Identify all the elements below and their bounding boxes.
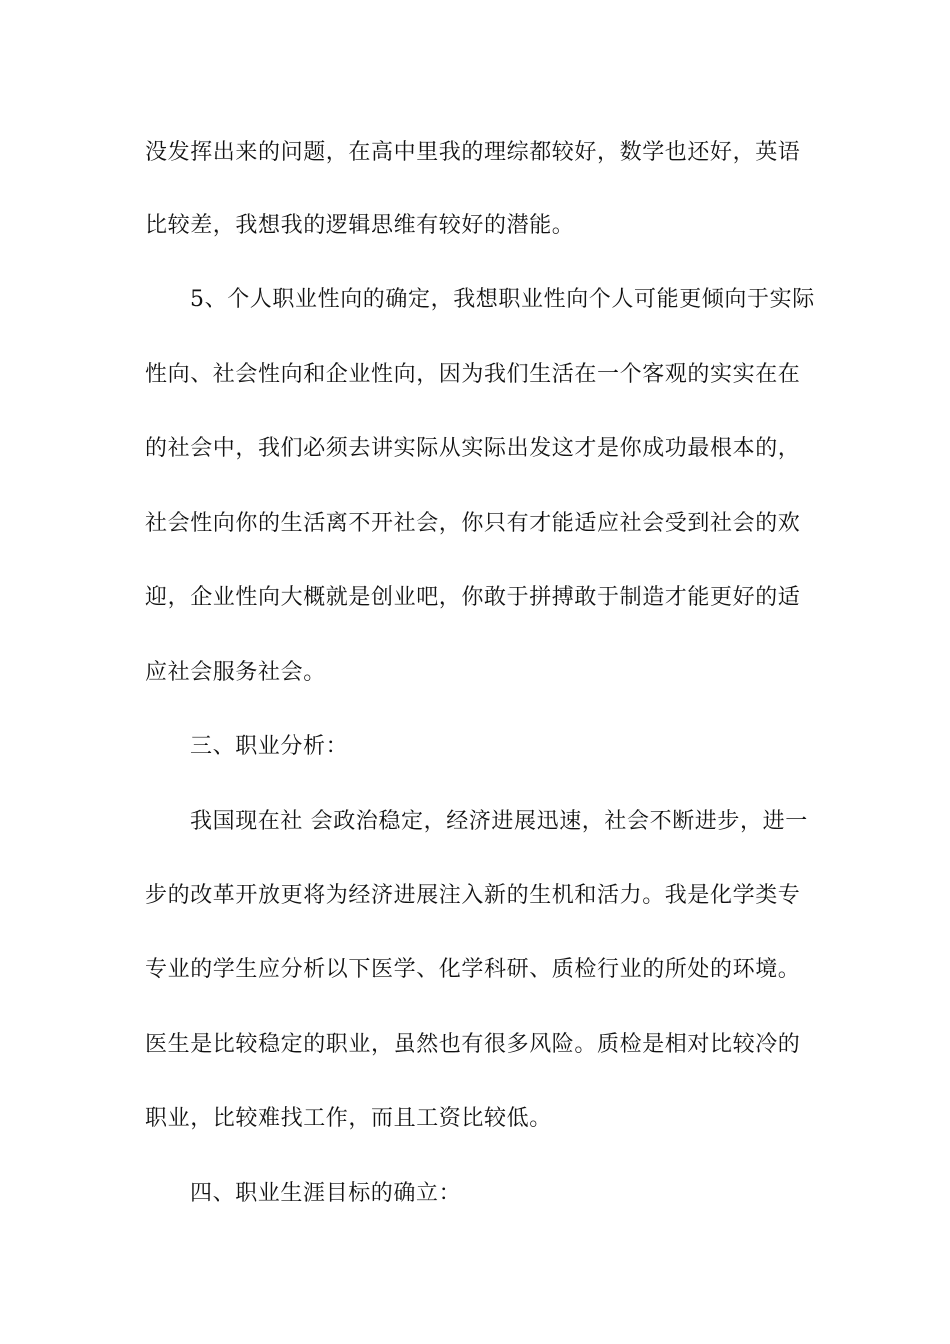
- text-line: 没发挥出来的问题，在高中里我的理综都较好，数学也还好，英语: [145, 140, 801, 165]
- section-heading: 四、职业生涯目标的确立：: [190, 1181, 462, 1206]
- text-line: 迎，企业性向大概就是创业吧，你敢于拼搏敢于制造才能更好的适: [145, 585, 801, 610]
- paragraph-start-line: 5、个人职业性向的确定，我想职业性向个人可能更倾向于实际: [190, 287, 815, 312]
- text-line: 医生是比较稳定的职业，虽然也有很多风险。质检是相对比较冷的: [145, 1032, 801, 1057]
- section-heading: 三、职业分析：: [190, 734, 349, 759]
- paragraph-start-line: 我国现在社 会政治稳定，经济进展迅速，社会不断进步，进一: [190, 809, 808, 834]
- text-line: 应社会服务社会。: [145, 660, 326, 685]
- text-line: 的社会中，我们必须去讲实际从实际出发这才是你成功最根本的，: [145, 436, 801, 461]
- text-line: 专业的学生应分析以下医学、化学科研、质检行业的所处的环境。: [145, 957, 801, 982]
- text-line: 比较差，我想我的逻辑思维有较好的潜能。: [145, 213, 575, 238]
- text-line: 社会性向你的生活离不开社会，你只有才能适应社会受到社会的欢: [145, 511, 801, 536]
- text-line: 职业，比较难找工作，而且工资比较低。: [145, 1106, 552, 1131]
- text-line: 性向、社会性向和企业性向，因为我们生活在一个客观的实实在在: [145, 362, 801, 387]
- text-line: 步的改革开放更将为经济进展注入新的生机和活力。我是化学类专: [145, 883, 801, 908]
